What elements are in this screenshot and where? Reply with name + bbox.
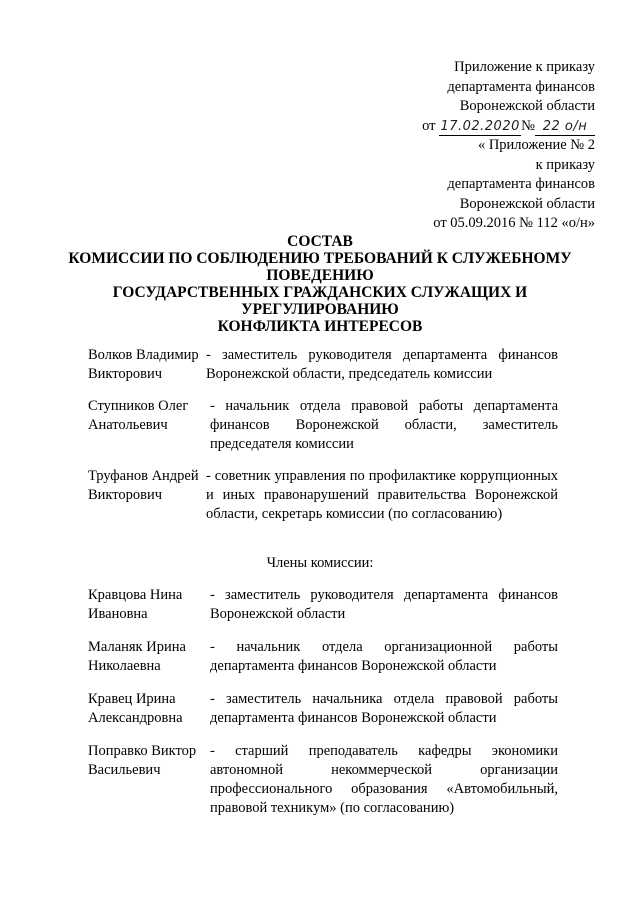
header-line: Воронежской области [459,195,595,212]
list-item [88,586,558,624]
list-item [88,346,558,384]
member-name: Поправко Виктор Васильевич [88,743,197,778]
order-date-line [422,117,595,137]
member-name: Труфанов Андрей Викторович [88,468,199,503]
order-header [422,58,595,234]
title-line: ПОВЕДЕНИЮ [266,267,374,284]
member-name: Кравцова Нина Ивановна [88,587,183,622]
title-line: УРЕГУЛИРОВАНИЮ [241,301,399,318]
document-title [40,233,600,335]
members-section-title: Члены комиссии: [266,555,374,571]
title-line: СОСТАВ [287,233,353,250]
title-line: КОНФЛИКТА ИНТЕРЕСОВ [217,318,423,335]
number-sign: № [521,117,535,134]
list-item [88,467,558,524]
header-line: Приложение к приказу [454,59,595,75]
header-line: департамента финансов [447,78,595,95]
header-line: к приказу [535,156,595,173]
title-line: КОМИССИИ ПО СОБЛЮДЕНИЮ ТРЕБОВАНИЙ К СЛУЖЕБНОМУ [68,250,572,267]
header-line: департамента финансов [447,176,595,192]
member-role: - старший преподаватель кафедры экономики автономной некоммерческой организации профессионального образования «Автомобильный, правовой техникум» (по согласованию) [210,743,558,816]
member-role: - заместитель руководителя департамента финансов Воронежской области [210,587,558,622]
list-item [88,690,558,728]
header-line: от 05.09.2016 № 112 «о/н» [433,215,595,231]
header-line: « Приложение № 2 [477,137,595,153]
title-line: ГОСУДАРСТВЕННЫХ ГРАЖДАНСКИХ СЛУЖАЩИХ И [112,284,528,301]
list-item [88,638,558,676]
date-prefix: от [422,117,436,134]
header-line: Воронежской области [459,98,595,114]
handwritten-number: 22 о/н [535,118,595,136]
member-name: Кравец Ирина Александровна [88,691,183,726]
member-name: Маланяк Ирина Николаевна [88,639,186,674]
member-role: - заместитель руководителя департамента финансов Воронежской области, председатель комиссии [206,347,558,382]
list-item [88,742,558,818]
member-name: Ступников Олег Анатольевич [88,398,189,433]
member-role: - начальник отдела организационной работы департамента финансов Воронежской области [210,639,558,674]
member-name: Волков Владимир Викторович [88,347,199,382]
members-list [88,586,558,818]
list-item [88,397,558,454]
member-role: - советник управления по профилактике коррупционных и иных правонарушений правительства Воронежской области, секретарь комиссии (по согласованию) [206,468,558,522]
member-role: - начальник отдела правовой работы департамента финансов Воронежской области, заместитель председателя комиссии [210,398,558,452]
handwritten-date: 17.02.2020 [440,118,520,134]
leadership-list [88,346,558,524]
member-role: - заместитель начальника отдела правовой работы департамента финансов Воронежской области [210,691,558,726]
